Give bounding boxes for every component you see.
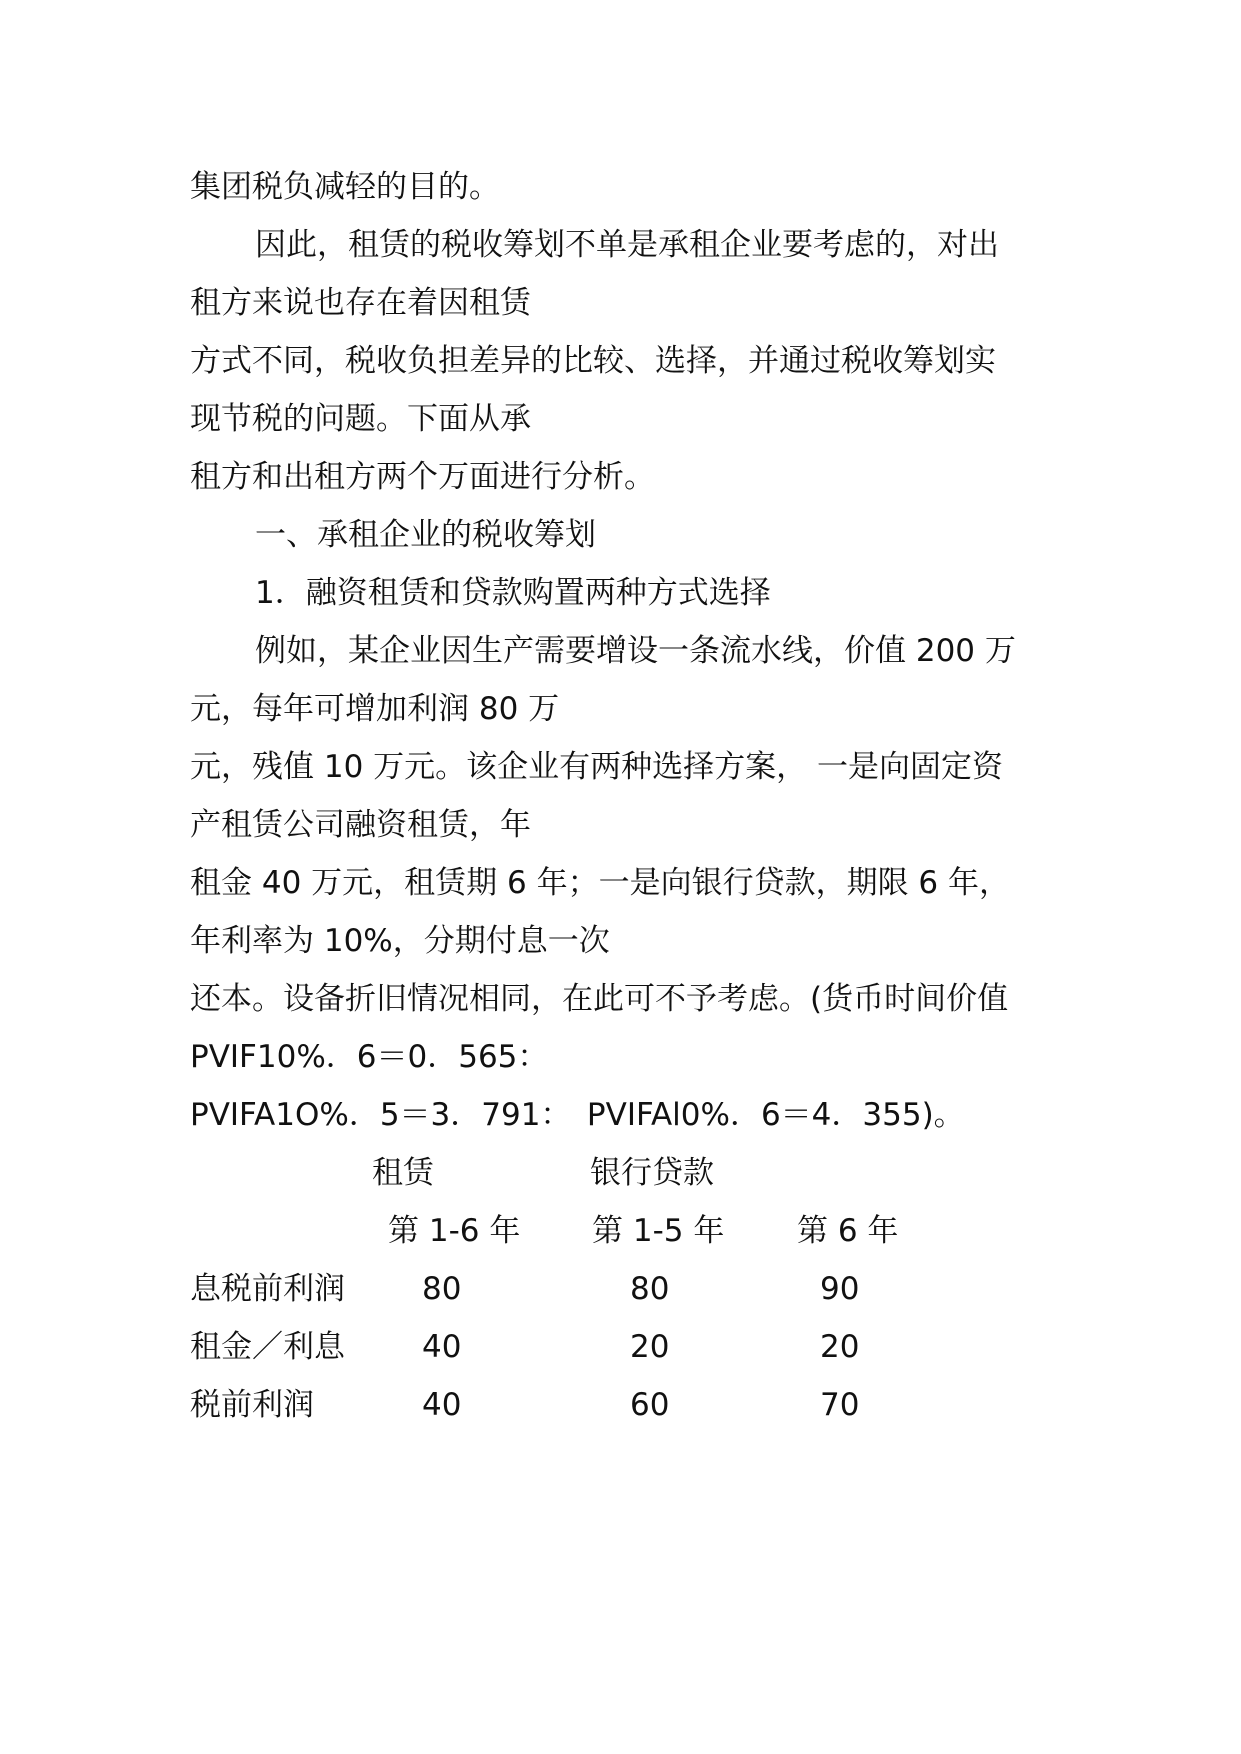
table-cell: 20 (630, 1329, 670, 1365)
paragraph-line: 元，每年可增加利润 80 万 (190, 691, 560, 727)
table-group-header-lease: 租赁 (372, 1155, 434, 1191)
table-cell: 60 (630, 1387, 670, 1423)
table-cell: 20 (820, 1329, 860, 1365)
paragraph-line: 例如，某企业因生产需要增设一条流水线，价值 200 万 (255, 633, 1016, 669)
table-cell: 90 (820, 1271, 860, 1307)
section-heading: 一、承租企业的税收筹划 (255, 517, 596, 553)
paragraph-line: 还本。设备折旧情况相同，在此可不予考虑。(货币时间价值 (190, 981, 1009, 1017)
table-row-label: 息税前利润 (190, 1271, 345, 1307)
table-cell: 40 (422, 1387, 462, 1423)
table-row-label: 税前利润 (190, 1387, 314, 1423)
paragraph-line: 产租赁公司融资租赁，年 (190, 807, 531, 843)
table-cell: 40 (422, 1329, 462, 1365)
paragraph-line: 因此，租赁的税收筹划不单是承租企业要考虑的，对出 (255, 227, 999, 263)
paragraph-line: 元，残值 10 万元。该企业有两种选择方案， 一是向固定资 (190, 749, 1004, 785)
table-sub-header: 第 1-6 年 (388, 1213, 521, 1249)
subsection-heading: 1．融资租赁和贷款购置两种方式选择 (255, 575, 771, 611)
table-row-label: 租金／利息 (190, 1329, 345, 1365)
paragraph-line: 方式不同，税收负担差异的比较、选择，并通过税收筹划实 (190, 343, 996, 379)
paragraph-line: 年利率为 10%，分期付息一次 (190, 923, 610, 959)
table-cell: 70 (820, 1387, 860, 1423)
paragraph-line: 租方来说也存在着因租赁 (190, 285, 531, 321)
paragraph-line: 现节税的问题。下面从承 (190, 401, 531, 437)
paragraph-line: 租金 40 万元，租赁期 6 年；一是向银行贷款，期限 6 年， (190, 865, 1011, 901)
paragraph-line: 租方和出租方两个万面进行分析。 (190, 459, 655, 495)
table-cell: 80 (630, 1271, 670, 1307)
formula-line: PVIFA1O%．5＝3．791： PVIFAl0%．6＝4．355)。 (190, 1097, 965, 1133)
table-sub-header: 第 6 年 (797, 1213, 899, 1249)
table-cell: 80 (422, 1271, 462, 1307)
formula-line: PVIF10%．6＝0．565： (190, 1039, 549, 1075)
table-sub-header: 第 1-5 年 (592, 1213, 725, 1249)
paragraph-line: 集团税负减轻的目的。 (190, 169, 500, 205)
table-group-header-loan: 银行贷款 (590, 1155, 714, 1191)
